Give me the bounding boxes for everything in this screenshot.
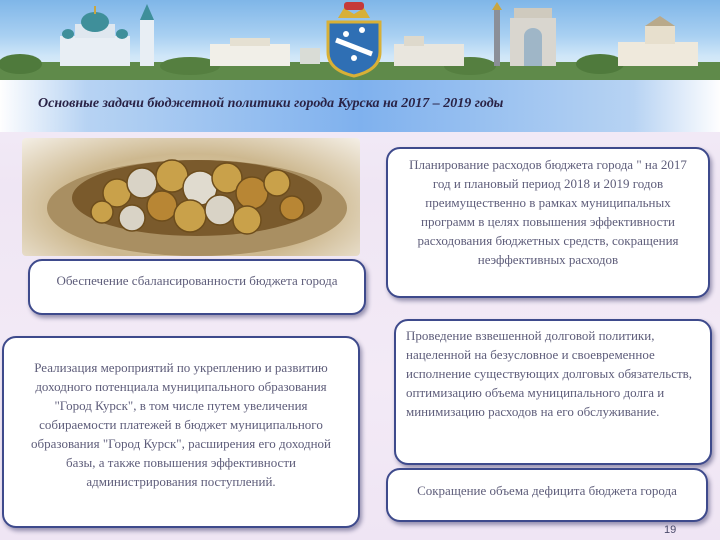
city-skyline-illustration [0,0,720,80]
page-number: 19 [664,524,677,536]
task-revenue-text: Реализация мероприятий по укреплению и развитию доходного потенциала муниципального образования "Город Курск", в том числе путем увеличения собираемости платежей в бюджет муниципального образования "Город Курск", расширения его доходной базы, а также повышения эффективности администрирования поступлений. [31,360,331,489]
cathedral-drawing [60,4,154,66]
header-banner [0,0,720,80]
slide-title: Основные задачи бюджетной политики города Курска на 2017 – 2019 годы [38,96,504,111]
task-debt-text: Проведение взвешенной долговой политики, нацеленной на безусловное и своевременное исполнение существующих долговых обязательств, оптимизацию объема муниципального долга и минимизацию расходов на его обслуживание. [406,328,693,419]
coat-of-arms-emblem [328,2,380,76]
task-deficit-box [386,468,708,522]
coins-sack-image [22,138,360,256]
task-deficit-text: Сокращение объема дефицита бюджета города [417,483,677,498]
task-planning-box [386,147,710,298]
task-balance-box [28,259,366,315]
task-balance-text: Обеспечение сбалансированности бюджета города [56,273,338,288]
task-planning-text: Планирование расходов бюджета города " на 2017 год и плановый период 2018 и 2019 годов преимущественно в рамках муниципальных программ в целях повышения эффективности расходования бюджетных средств, сокращения неэффективных расходов [409,157,687,267]
task-revenue-box [2,336,360,528]
task-debt-box [394,319,712,465]
